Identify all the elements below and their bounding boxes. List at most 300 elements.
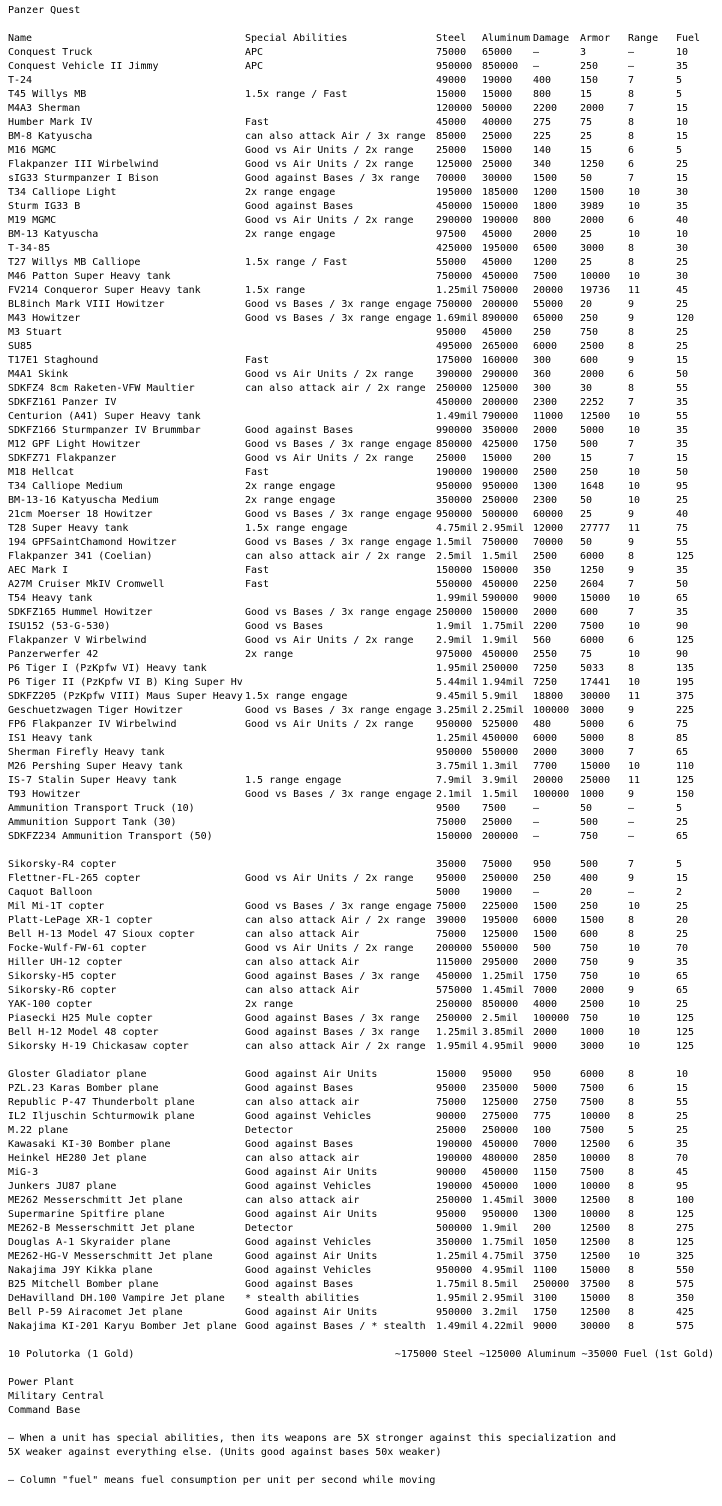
unit-range: 8 xyxy=(628,1195,635,1206)
unit-damage: 7250 xyxy=(533,677,558,688)
unit-steel: 15000 xyxy=(436,1069,467,1080)
unit-fuel: 575 xyxy=(676,1321,695,1332)
unit-abilities: Good vs Bases / 3x range engage xyxy=(245,607,432,618)
table-row xyxy=(8,802,714,816)
table-row xyxy=(8,984,714,998)
unit-abilities: can also attack air xyxy=(245,1195,360,1206)
unit-aluminum: 450000 xyxy=(482,1139,519,1150)
unit-abilities xyxy=(245,886,436,900)
unit-fuel: 65 xyxy=(676,593,689,604)
table-row xyxy=(8,1026,714,1040)
unit-steel: 950000 xyxy=(436,747,473,758)
unit-aluminum: 15000 xyxy=(482,453,513,464)
unit-damage: 300 xyxy=(533,383,552,394)
unit-steel: 190000 xyxy=(436,1153,473,1164)
unit-damage: 6000 xyxy=(533,915,558,926)
table-row xyxy=(8,200,714,214)
unit-steel: 850000 xyxy=(436,439,473,450)
unit-fuel: 25 xyxy=(676,901,689,912)
unit-range: 8 xyxy=(628,1181,635,1192)
unit-damage: 140 xyxy=(533,145,552,156)
unit-abilities: can also attack Air xyxy=(245,957,360,968)
unit-damage: 2200 xyxy=(533,103,558,114)
table-row xyxy=(8,1306,714,1320)
gold-summary-line xyxy=(8,1348,714,1362)
unit-abilities: Good vs Air Units / 2x range xyxy=(245,145,414,156)
unit-name: M43 Howitzer xyxy=(8,313,81,324)
unit-name: BM-13-16 Katyuscha Medium xyxy=(8,495,159,506)
unit-aluminum: 3.9mil xyxy=(482,775,519,786)
unit-abilities: Good against Bases xyxy=(245,425,354,436)
unit-armor: 250 xyxy=(580,901,599,912)
unit-aluminum: 295000 xyxy=(482,957,519,968)
unit-name: Sikorsky-R4 copter xyxy=(8,859,117,870)
unit-armor: 2000 xyxy=(580,985,605,996)
unit-fuel: 30 xyxy=(676,271,689,282)
unit-damage: 18800 xyxy=(533,691,564,702)
unit-fuel: 10 xyxy=(676,47,689,58)
unit-abilities: 2x range xyxy=(245,999,294,1010)
unit-name: Junkers JU87 plane xyxy=(8,1181,117,1192)
unit-damage: 360 xyxy=(533,369,552,380)
unit-name: Hiller UH-12 copter xyxy=(8,957,123,968)
unit-steel: 750000 xyxy=(436,299,473,310)
unit-aluminum: 45000 xyxy=(482,229,513,240)
unit-armor: 2500 xyxy=(580,999,605,1010)
table-row xyxy=(8,746,714,760)
unit-fuel: 120 xyxy=(676,313,695,324)
unit-aluminum: 200000 xyxy=(482,299,519,310)
unit-name: Republic P-47 Thunderbolt plane xyxy=(8,1097,195,1108)
unit-aluminum: 200000 xyxy=(482,397,519,408)
unit-abilities: Fast xyxy=(245,467,270,478)
unit-range: 6 xyxy=(628,215,635,226)
unit-abilities: Good vs Bases xyxy=(245,621,324,632)
unit-fuel: 35 xyxy=(676,957,689,968)
unit-armor: 10000 xyxy=(580,1209,611,1220)
unit-steel: 200000 xyxy=(436,943,473,954)
unit-name: FV214 Conqueror Super Heavy tank xyxy=(8,285,201,296)
unit-range: 9 xyxy=(628,313,635,324)
unit-armor: 10000 xyxy=(580,1181,611,1192)
unit-abilities xyxy=(245,326,436,340)
unit-name: BM-13 Katyuscha xyxy=(8,229,99,240)
unit-steel: 450000 xyxy=(436,397,473,408)
unit-steel: 1.25mil xyxy=(436,1027,479,1038)
unit-fuel: 125 xyxy=(676,1013,695,1024)
unit-steel: 1.5mil xyxy=(436,537,473,548)
unit-armor: 500 xyxy=(580,439,599,450)
unit-steel: 3.75mil xyxy=(436,761,479,772)
unit-armor: 2604 xyxy=(580,579,605,590)
unit-damage: 1050 xyxy=(533,1237,558,1248)
unit-steel: 115000 xyxy=(436,957,473,968)
unit-range: 8 xyxy=(628,1069,635,1080)
unit-name: ISU152 (53-G-530) xyxy=(8,621,111,632)
unit-range: 6 xyxy=(628,145,635,156)
unit-fuel: 25 xyxy=(676,1111,689,1122)
unit-name: P6 Tiger I (PzKpfw VI) Heavy tank xyxy=(8,663,207,674)
table-row xyxy=(8,452,714,466)
unit-steel: 975000 xyxy=(436,649,473,660)
unit-damage: 275 xyxy=(533,117,552,128)
unit-armor: 50 xyxy=(580,173,593,184)
unit-range: 9 xyxy=(628,355,635,366)
unit-damage: 2000 xyxy=(533,229,558,240)
unit-fuel: 15 xyxy=(676,873,689,884)
unit-range: 8 xyxy=(628,663,635,674)
unit-fuel: 25 xyxy=(676,817,689,828)
unit-abilities xyxy=(245,676,436,690)
unit-armor: 750 xyxy=(580,943,599,954)
unit-aluminum: 550000 xyxy=(482,747,519,758)
unit-armor: 25 xyxy=(580,509,593,520)
table-row xyxy=(8,788,714,802)
unit-range: 10 xyxy=(628,999,641,1010)
unit-fuel: 25 xyxy=(676,159,689,170)
unit-name: ME262 Messerschmitt Jet plane xyxy=(8,1195,183,1206)
unit-name: Ammunition Transport Truck (10) xyxy=(8,803,195,814)
table-row xyxy=(8,1068,714,1082)
unit-damage: 1200 xyxy=(533,257,558,268)
unit-aluminum: 195000 xyxy=(482,243,519,254)
unit-aluminum: 15000 xyxy=(482,89,513,100)
unit-fuel: 25 xyxy=(676,1125,689,1136)
unit-range: 6 xyxy=(628,369,635,380)
unit-aluminum: 5.9mil xyxy=(482,691,519,702)
unit-fuel: 25 xyxy=(676,257,689,268)
table-row xyxy=(8,900,714,914)
unit-armor: 17441 xyxy=(580,677,611,688)
table-row xyxy=(8,508,714,522)
unit-damage: 6000 xyxy=(533,341,558,352)
unit-range: 10 xyxy=(628,677,641,688)
unit-steel: 1.99mil xyxy=(436,593,479,604)
unit-name: Sherman Firefly Heavy tank xyxy=(8,747,165,758)
unit-fuel: 25 xyxy=(676,327,689,338)
unit-aluminum: 125000 xyxy=(482,383,519,394)
unit-abilities: 2x range xyxy=(245,649,294,660)
unit-armor: 19736 xyxy=(580,285,611,296)
unit-armor: 7500 xyxy=(580,621,605,632)
unit-aluminum: 45000 xyxy=(482,327,513,338)
unit-damage: 7700 xyxy=(533,761,558,772)
table-row xyxy=(8,830,714,844)
unit-damage: 20000 xyxy=(533,775,564,786)
unit-damage: 2000 xyxy=(533,1027,558,1038)
unit-aluminum: 750000 xyxy=(482,537,519,548)
unit-damage: 500 xyxy=(533,943,552,954)
unit-damage: 340 xyxy=(533,159,552,170)
unit-range: 8 xyxy=(628,243,635,254)
unit-steel: 390000 xyxy=(436,369,473,380)
unit-damage: 200 xyxy=(533,1223,552,1234)
unit-range: 10 xyxy=(628,411,641,422)
unit-range: 9 xyxy=(628,299,635,310)
table-row xyxy=(8,466,714,480)
unit-armor: 20 xyxy=(580,887,593,898)
unit-damage: 4000 xyxy=(533,999,558,1010)
unit-armor: 27777 xyxy=(580,523,611,534)
unit-armor: 750 xyxy=(580,1013,599,1024)
unit-abilities: 1.5x range / Fast xyxy=(245,89,348,100)
unit-fuel: 110 xyxy=(676,761,695,772)
unit-name: M26 Pershing Super Heavy tank xyxy=(8,761,183,772)
unit-steel: 70000 xyxy=(436,173,467,184)
unit-name: T-34-85 xyxy=(8,243,51,254)
polutorka-gold-label: 10 Polutorka (1 Gold) xyxy=(8,1349,135,1360)
unit-damage: 2500 xyxy=(533,551,558,562)
unit-abilities: Good against Air Units xyxy=(245,1069,378,1080)
unit-name: M3 Stuart xyxy=(8,327,63,338)
unit-name: T28 Super Heavy tank xyxy=(8,523,129,534)
unit-damage: 300 xyxy=(533,355,552,366)
unit-abilities: can also attack Air xyxy=(245,929,360,940)
unit-range: 8 xyxy=(628,1111,635,1122)
unit-aluminum: 30000 xyxy=(482,173,513,184)
unit-abilities: Good vs Bases / 3x range engage xyxy=(245,439,432,450)
unit-damage: 400 xyxy=(533,75,552,86)
table-row xyxy=(8,774,714,788)
unit-steel: 190000 xyxy=(436,467,473,478)
table-row xyxy=(8,424,714,438)
table-row xyxy=(8,1208,714,1222)
header-name: Name xyxy=(8,33,33,44)
unit-aluminum: 19000 xyxy=(482,887,513,898)
unit-fuel: 25 xyxy=(676,299,689,310)
section-vehicles xyxy=(8,46,714,844)
unit-aluminum: 265000 xyxy=(482,341,519,352)
table-row xyxy=(8,480,714,494)
unit-range: 8 xyxy=(628,1209,635,1220)
unit-armor: 10000 xyxy=(580,1111,611,1122)
unit-fuel: 125 xyxy=(676,1041,695,1052)
unit-damage: 6000 xyxy=(533,733,558,744)
resources-per-gold-label: ~175000 Steel ~125000 Aluminum ~35000 Fuel (1st Gold) xyxy=(394,1349,714,1360)
unit-damage: 2750 xyxy=(533,1097,558,1108)
unit-armor: 750 xyxy=(580,327,599,338)
unit-aluminum: 160000 xyxy=(482,355,519,366)
unit-name: IL2 Iljuschin Schturmowik plane xyxy=(8,1111,195,1122)
unit-name: M4A1 Skink xyxy=(8,369,69,380)
unit-abilities: 2x range engage xyxy=(245,495,336,506)
unit-damage: 2550 xyxy=(533,649,558,660)
unit-armor: 1500 xyxy=(580,915,605,926)
unit-damage: 3100 xyxy=(533,1293,558,1304)
table-row xyxy=(8,186,714,200)
unit-armor: 75 xyxy=(580,117,593,128)
unit-damage: 5000 xyxy=(533,1083,558,1094)
page-title: Panzer Quest xyxy=(8,5,81,16)
unit-fuel: 575 xyxy=(676,1279,695,1290)
table-row xyxy=(8,494,714,508)
unit-steel: 35000 xyxy=(436,859,467,870)
unit-fuel: 45 xyxy=(676,285,689,296)
unit-damage: – xyxy=(533,817,540,828)
unit-damage: 1000 xyxy=(533,1181,558,1192)
unit-aluminum: 290000 xyxy=(482,369,519,380)
table-row xyxy=(8,998,714,1012)
unit-fuel: 40 xyxy=(676,215,689,226)
unit-aluminum: 450000 xyxy=(482,733,519,744)
unit-fuel: 350 xyxy=(676,1293,695,1304)
unit-aluminum: 50000 xyxy=(482,103,513,114)
unit-armor: 2500 xyxy=(580,341,605,352)
unit-aluminum: 95000 xyxy=(482,1069,513,1080)
unit-steel: 1.95mil xyxy=(436,663,479,674)
unit-range: 7 xyxy=(628,75,635,86)
unit-aluminum: 45000 xyxy=(482,257,513,268)
unit-name: PZL.23 Karas Bomber plane xyxy=(8,1083,159,1094)
unit-steel: 250000 xyxy=(436,999,473,1010)
table-row xyxy=(8,144,714,158)
unit-steel: 25000 xyxy=(436,145,467,156)
unit-steel: 4.75mil xyxy=(436,523,479,534)
unit-fuel: 35 xyxy=(676,439,689,450)
table-row xyxy=(8,676,714,690)
unit-steel: 25000 xyxy=(436,1125,467,1136)
unit-fuel: 125 xyxy=(676,1027,695,1038)
table-row xyxy=(8,578,714,592)
unit-armor: 3000 xyxy=(580,243,605,254)
unit-steel: 97500 xyxy=(436,229,467,240)
unit-aluminum: 195000 xyxy=(482,915,519,926)
unit-abilities: Good against Vehicles xyxy=(245,1237,372,1248)
unit-steel: 120000 xyxy=(436,103,473,114)
unit-range: 10 xyxy=(628,593,641,604)
unit-armor: 6000 xyxy=(580,635,605,646)
unit-steel: 2.1mil xyxy=(436,789,473,800)
unit-armor: 750 xyxy=(580,971,599,982)
unit-abilities xyxy=(245,102,436,116)
unit-aluminum: 3.85mil xyxy=(482,1027,525,1038)
unit-abilities: Good vs Bases / 3x range engage xyxy=(245,509,432,520)
unit-armor: 3 xyxy=(580,47,587,58)
table-row xyxy=(8,662,714,676)
unit-abilities: Good vs Air Units / 2x range xyxy=(245,943,414,954)
unit-steel: 95000 xyxy=(436,1083,467,1094)
unit-armor: 15000 xyxy=(580,1265,611,1276)
unit-range: 8 xyxy=(628,131,635,142)
unit-steel: 1.25mil xyxy=(436,1251,479,1262)
unit-damage: 100000 xyxy=(533,1013,570,1024)
unit-aluminum: 450000 xyxy=(482,271,519,282)
unit-aluminum: 750000 xyxy=(482,285,519,296)
unit-abilities: Good against Bases xyxy=(245,201,354,212)
unit-name: T45 Willys MB xyxy=(8,89,87,100)
unit-name: T34 Calliope Medium xyxy=(8,481,123,492)
table-row xyxy=(8,564,714,578)
unit-range: 8 xyxy=(628,1321,635,1332)
unit-aluminum: 450000 xyxy=(482,649,519,660)
unit-damage: 100000 xyxy=(533,705,570,716)
table-row xyxy=(8,816,714,830)
unit-damage: – xyxy=(533,47,540,58)
table-row xyxy=(8,74,714,88)
unit-armor: 250 xyxy=(580,61,599,72)
unit-aluminum: 150000 xyxy=(482,201,519,212)
unit-fuel: 10 xyxy=(676,1069,689,1080)
unit-abilities: Fast xyxy=(245,355,270,366)
unit-range: 9 xyxy=(628,789,635,800)
unit-range: – xyxy=(628,887,635,898)
unit-armor: 1250 xyxy=(580,159,605,170)
table-row xyxy=(8,1110,714,1124)
unit-armor: 6000 xyxy=(580,1069,605,1080)
unit-steel: 175000 xyxy=(436,355,473,366)
table-row xyxy=(8,116,714,130)
note xyxy=(8,1474,714,1488)
unit-steel: 75000 xyxy=(436,929,467,940)
unit-armor: 2000 xyxy=(580,369,605,380)
unit-name: Flakpanzer 341 (Coelian) xyxy=(8,551,153,562)
unit-fuel: 70 xyxy=(676,943,689,954)
unit-fuel: 85 xyxy=(676,733,689,744)
unit-armor: 15 xyxy=(580,89,593,100)
unit-abilities: can also attack air xyxy=(245,1097,360,1108)
table-row xyxy=(8,1194,714,1208)
unit-steel: 250000 xyxy=(436,1195,473,1206)
unit-damage: 100000 xyxy=(533,789,570,800)
unit-range: 8 xyxy=(628,327,635,338)
table-row xyxy=(8,228,714,242)
unit-damage: 100 xyxy=(533,1125,552,1136)
unit-abilities: Good vs Bases / 3x range engage xyxy=(245,299,432,310)
unit-aluminum: 1.75mil xyxy=(482,621,525,632)
unit-aluminum: 850000 xyxy=(482,999,519,1010)
unit-armor: 1648 xyxy=(580,481,605,492)
unit-armor: 250 xyxy=(580,313,599,324)
unit-steel: 990000 xyxy=(436,425,473,436)
unit-damage: 60000 xyxy=(533,509,564,520)
unit-fuel: 15 xyxy=(676,1083,689,1094)
unit-steel: 25000 xyxy=(436,453,467,464)
unit-name: 194 GPFSaintChamond Howitzer xyxy=(8,537,177,548)
unit-damage: 7000 xyxy=(533,1139,558,1150)
table-row xyxy=(8,634,714,648)
unit-steel: 750000 xyxy=(436,271,473,282)
unit-aluminum: 150000 xyxy=(482,565,519,576)
unit-name: SDKFZ4 8cm Raketen-VFW Maultier xyxy=(8,383,195,394)
table-row xyxy=(8,172,714,186)
unit-fuel: 15 xyxy=(676,173,689,184)
table-row xyxy=(8,648,714,662)
unit-name: Sturm IG33 B xyxy=(8,201,81,212)
unit-armor: 25 xyxy=(580,131,593,142)
unit-aluminum: 15000 xyxy=(482,145,513,156)
unit-armor: 500 xyxy=(580,817,599,828)
unit-fuel: 30 xyxy=(676,187,689,198)
unit-range: 11 xyxy=(628,775,641,786)
unit-name: Bell H-12 Model 48 copter xyxy=(8,1027,159,1038)
unit-aluminum: 350000 xyxy=(482,425,519,436)
unit-fuel: 95 xyxy=(676,1181,689,1192)
unit-armor: 7500 xyxy=(580,1125,605,1136)
unit-damage: 1300 xyxy=(533,1209,558,1220)
unit-damage: – xyxy=(533,831,540,842)
unit-range: 8 xyxy=(628,89,635,100)
unit-aluminum: 190000 xyxy=(482,215,519,226)
unit-aluminum: 25000 xyxy=(482,159,513,170)
unit-aluminum: 4.75mil xyxy=(482,1251,525,1262)
section-planes xyxy=(8,1068,714,1334)
unit-aluminum: 25000 xyxy=(482,131,513,142)
unit-name: SDKFZ205 (PzKpfw VIII) Maus Super Heavy xyxy=(8,691,243,702)
unit-fuel: 65 xyxy=(676,831,689,842)
unit-fuel: 30 xyxy=(676,243,689,254)
unit-fuel: 10 xyxy=(676,117,689,128)
unit-aluminum: 250000 xyxy=(482,873,519,884)
